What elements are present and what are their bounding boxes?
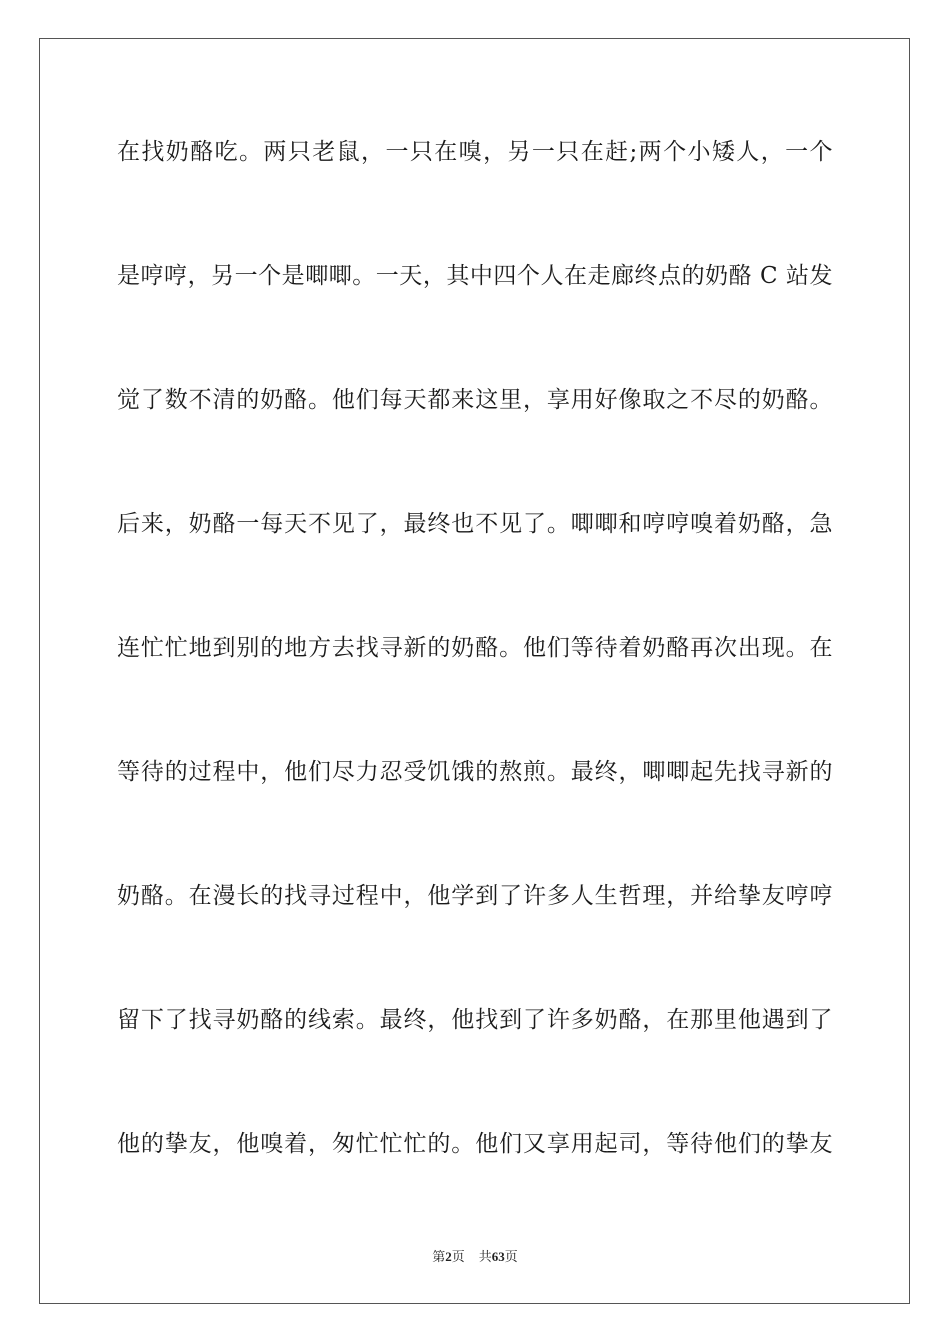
text-line-6: 等待的过程中，他们尽力忍受饥饿的熬煎。最终，唧唧起先找寻新的 xyxy=(117,759,833,785)
text-line-3: 觉了数不清的奶酪。他们每天都来这里，享用好像取之不尽的奶酪。 xyxy=(117,387,833,413)
total-pages: 63 xyxy=(491,1249,505,1264)
page-number: 2 xyxy=(445,1249,452,1264)
page-footer xyxy=(0,1249,950,1266)
page-suffix: 页 xyxy=(451,1250,465,1265)
total-suffix: 页 xyxy=(504,1250,518,1265)
text-line-7: 奶酪。在漫长的找寻过程中，他学到了许多人生哲理，并给挚友哼哼 xyxy=(117,883,833,909)
page-prefix: 第 xyxy=(432,1250,446,1265)
text-line-1: 在找奶酪吃。两只老鼠，一只在嗅，另一只在赶;两个小矮人，一个 xyxy=(117,139,833,165)
text-line-5: 连忙忙地到别的地方去找寻新的奶酪。他们等待着奶酪再次出现。在 xyxy=(117,635,833,661)
total-prefix: 共 xyxy=(478,1250,492,1265)
text-line-2: 是哼哼，另一个是唧唧。一天，其中四个人在走廊终点的奶酪 C 站发 xyxy=(117,263,833,289)
page-border xyxy=(39,38,910,1304)
text-line-9: 他的挚友，他嗅着，匆忙忙忙的。他们又享用起司，等待他们的挚友 xyxy=(117,1131,833,1157)
text-line-4: 后来，奶酪一每天不见了，最终也不见了。唧唧和哼哼嗅着奶酪，急 xyxy=(117,511,833,537)
text-line-8: 留下了找寻奶酪的线索。最终，他找到了许多奶酪，在那里他遇到了 xyxy=(117,1007,833,1033)
